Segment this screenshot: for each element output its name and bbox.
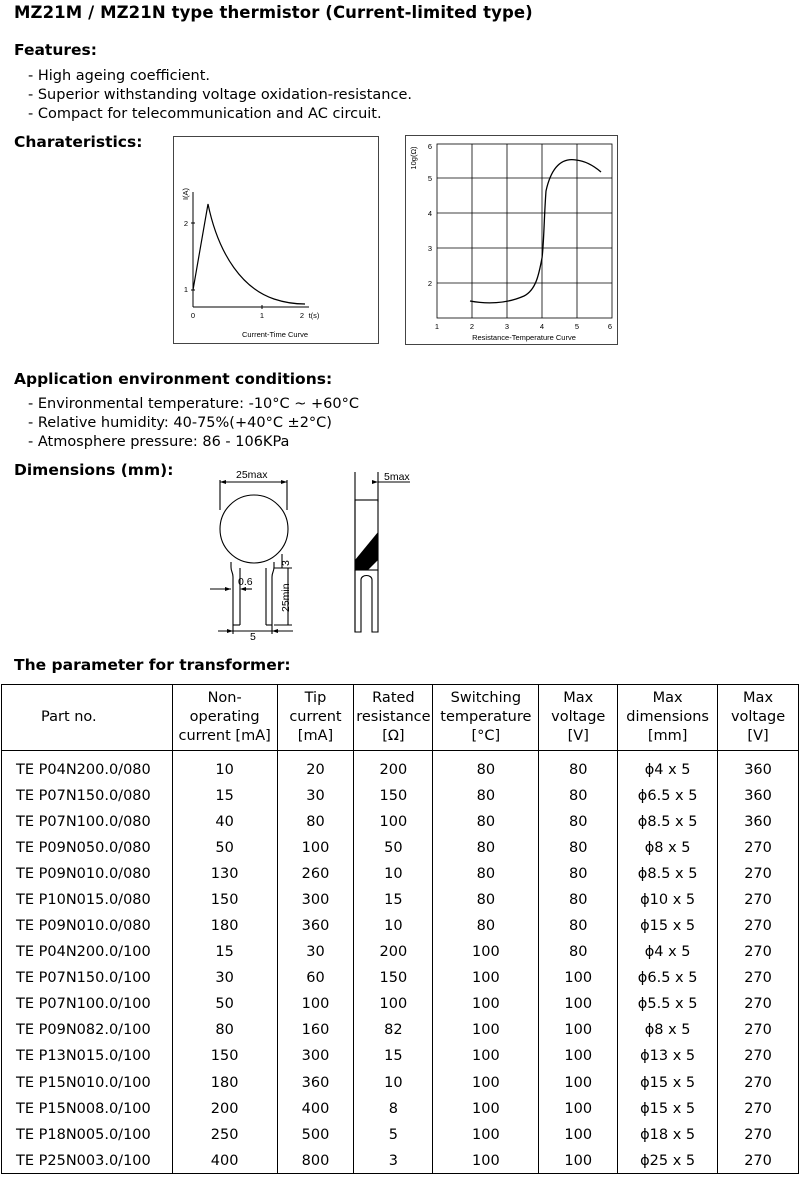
table-row <box>2 1070 799 1096</box>
table-cell: 200 <box>354 939 433 965</box>
x-tick-label: 6 <box>607 322 613 331</box>
column-header <box>433 685 539 751</box>
table-cell: 100 <box>433 939 539 965</box>
table-cell: 8 <box>354 1096 433 1122</box>
table-row <box>2 861 799 887</box>
header-line: Part no. <box>41 709 97 725</box>
table-cell: 80 <box>433 751 539 783</box>
table-cell: 360 <box>277 913 354 939</box>
table-cell: 150 <box>354 965 433 991</box>
table-cell: 360 <box>277 1070 354 1096</box>
part-number-cell: TE P09N010.0/080 <box>2 913 173 939</box>
table-cell: 30 <box>277 783 354 809</box>
characteristics-heading: Charateristics: <box>14 133 143 151</box>
parameter-table <box>1 684 799 1174</box>
table-cell: 50 <box>172 991 277 1017</box>
feature-item: - High ageing coefficient. <box>28 68 211 84</box>
table-cell: 80 <box>433 783 539 809</box>
table-row <box>2 835 799 861</box>
table-cell: 100 <box>539 991 618 1017</box>
table-body <box>2 751 799 1174</box>
header-line: Max voltage [V] <box>730 690 786 744</box>
table-cell: 100 <box>539 1043 618 1069</box>
dimensions-heading: Dimensions (mm): <box>14 461 174 479</box>
table-row <box>2 751 799 783</box>
x-tick-label: 4 <box>539 322 545 331</box>
table-cell: 100 <box>539 1096 618 1122</box>
x-tick-label: 2 <box>469 322 475 331</box>
table-cell: 270 <box>718 1122 799 1148</box>
table-cell: 100 <box>539 965 618 991</box>
table-cell: 10 <box>354 861 433 887</box>
table-cell: ϕ8 x 5 <box>618 835 718 861</box>
table-cell: ϕ15 x 5 <box>618 1070 718 1096</box>
dimensions-drawing <box>200 462 440 642</box>
column-header <box>277 685 354 751</box>
table-cell: 80 <box>539 751 618 783</box>
part-number-cell: TE P07N150.0/100 <box>2 965 173 991</box>
table-cell: 100 <box>433 1122 539 1148</box>
x-axis-label: t(s) <box>308 311 320 320</box>
table-cell: 270 <box>718 991 799 1017</box>
x-tick-label: 5 <box>574 322 580 331</box>
table-cell: 80 <box>433 913 539 939</box>
y-axis-label: I(A) <box>181 187 190 201</box>
table-cell: 100 <box>539 1148 618 1174</box>
table-cell: 160 <box>277 1017 354 1043</box>
table-cell: ϕ5.5 x 5 <box>618 991 718 1017</box>
header-line: Tip current [mA] <box>289 690 342 744</box>
resistance-curve <box>470 160 601 303</box>
table-cell: 100 <box>354 809 433 835</box>
part-number-cell: TE P04N200.0/100 <box>2 939 173 965</box>
table-cell: 100 <box>539 1122 618 1148</box>
application-list <box>28 395 359 452</box>
figure-caption: Current-Time Curve <box>242 330 308 339</box>
table-cell: 40 <box>172 809 277 835</box>
table-cell: 360 <box>718 809 799 835</box>
part-number-cell: TE P25N003.0/100 <box>2 1148 173 1174</box>
part-number-cell: TE P07N150.0/080 <box>2 783 173 809</box>
table-cell: 270 <box>718 939 799 965</box>
table-cell: 60 <box>277 965 354 991</box>
table-cell: 80 <box>539 861 618 887</box>
table-cell: 15 <box>172 783 277 809</box>
table-cell: 80 <box>539 835 618 861</box>
table-cell: ϕ13 x 5 <box>618 1043 718 1069</box>
header-line: Non- operating current [mA] <box>178 690 271 744</box>
table-cell: 100 <box>433 1148 539 1174</box>
y-tick-label: 4 <box>427 209 433 218</box>
current-time-figure <box>173 136 379 344</box>
table-cell: 80 <box>172 1017 277 1043</box>
application-item: - Atmosphere pressure: 86 - 106KPa <box>28 434 290 450</box>
table-cell: 300 <box>277 887 354 913</box>
table-cell: 15 <box>354 887 433 913</box>
part-number-cell: TE P13N015.0/100 <box>2 1043 173 1069</box>
features-heading: Features: <box>14 41 97 59</box>
feature-item: - Compact for telecommunication and AC circuit. <box>28 106 382 122</box>
table-row <box>2 887 799 913</box>
table-cell: ϕ10 x 5 <box>618 887 718 913</box>
x-tick-label: 1 <box>434 322 440 331</box>
table-row <box>2 991 799 1017</box>
table-cell: 800 <box>277 1148 354 1174</box>
table-row <box>2 939 799 965</box>
table-cell: 80 <box>539 783 618 809</box>
y-tick-label: 5 <box>427 174 433 183</box>
x-tick-label: 1 <box>259 311 265 320</box>
application-item: - Environmental temperature: -10°C ~ +60°C <box>28 396 359 412</box>
table-header-row <box>2 685 799 751</box>
table-cell: ϕ18 x 5 <box>618 1122 718 1148</box>
table-cell: 100 <box>277 991 354 1017</box>
table-cell: 80 <box>539 809 618 835</box>
table-cell: ϕ6.5 x 5 <box>618 965 718 991</box>
x-tick-label: 3 <box>504 322 510 331</box>
header-line: Rated resistance [Ω] <box>356 690 431 744</box>
y-tick-label: 2 <box>183 219 189 228</box>
table-cell: ϕ4 x 5 <box>618 939 718 965</box>
application-heading: Application environment conditions: <box>14 370 333 388</box>
table-cell: 270 <box>718 861 799 887</box>
y-tick-label: 2 <box>427 279 433 288</box>
table-cell: 82 <box>354 1017 433 1043</box>
table-cell: 150 <box>172 887 277 913</box>
table-cell: 250 <box>172 1122 277 1148</box>
table-cell: 100 <box>433 1017 539 1043</box>
feature-item: - Superior withstanding voltage oxidation-resistance. <box>28 87 412 103</box>
column-header <box>354 685 433 751</box>
table-cell: 150 <box>354 783 433 809</box>
figure-caption: Resistance-Temperature Curve <box>472 333 576 342</box>
x-tick-label: 2 <box>299 311 305 320</box>
table-cell: 15 <box>172 939 277 965</box>
column-header <box>718 685 799 751</box>
table-cell: 400 <box>172 1148 277 1174</box>
table-cell: 270 <box>718 887 799 913</box>
table-row <box>2 1122 799 1148</box>
table-cell: ϕ8.5 x 5 <box>618 809 718 835</box>
x-tick-label: 0 <box>190 311 196 320</box>
table-row <box>2 1043 799 1069</box>
y-tick-label: 3 <box>427 244 433 253</box>
table-cell: 100 <box>539 1070 618 1096</box>
table-cell: 80 <box>539 913 618 939</box>
column-header <box>2 685 173 751</box>
table-cell: 10 <box>172 751 277 783</box>
part-number-cell: TE P09N050.0/080 <box>2 835 173 861</box>
table-row <box>2 783 799 809</box>
table-cell: 100 <box>433 1070 539 1096</box>
current-curve <box>193 204 305 304</box>
table-cell: 100 <box>277 835 354 861</box>
page-title: MZ21M / MZ21N type thermistor (Current-limited type) <box>14 3 533 22</box>
table-cell: 30 <box>172 965 277 991</box>
table-cell: 80 <box>433 835 539 861</box>
table-row <box>2 809 799 835</box>
part-number-cell: TE P07N100.0/080 <box>2 809 173 835</box>
table-cell: 270 <box>718 1148 799 1174</box>
table-cell: 80 <box>433 809 539 835</box>
table-cell: 100 <box>354 991 433 1017</box>
part-number-cell: TE P04N200.0/080 <box>2 751 173 783</box>
thickness-label: 5max <box>384 471 410 483</box>
lead-length-label: 25min <box>280 583 292 612</box>
table-cell: 130 <box>172 861 277 887</box>
table-cell: 100 <box>433 1043 539 1069</box>
part-number-cell: TE P15N008.0/100 <box>2 1096 173 1122</box>
table-cell: 270 <box>718 1043 799 1069</box>
part-number-cell: TE P10N015.0/080 <box>2 887 173 913</box>
table-cell: 50 <box>172 835 277 861</box>
table-cell: 270 <box>718 1096 799 1122</box>
table-heading: The parameter for transformer: <box>14 656 291 674</box>
table-cell: 100 <box>539 1017 618 1043</box>
column-header <box>618 685 718 751</box>
lead-spacing-label: 5 <box>250 631 256 642</box>
table-cell: 80 <box>433 861 539 887</box>
table-cell: 270 <box>718 913 799 939</box>
features-list <box>28 67 412 124</box>
y-tick-label: 6 <box>427 142 433 151</box>
table-cell: 80 <box>433 887 539 913</box>
table-cell: 5 <box>354 1122 433 1148</box>
table-cell: 100 <box>433 965 539 991</box>
table-row <box>2 913 799 939</box>
header-line: Max dimensions [mm] <box>626 690 709 744</box>
table-cell: 10 <box>354 1070 433 1096</box>
table-cell: 100 <box>433 991 539 1017</box>
table-cell: 500 <box>277 1122 354 1148</box>
table-cell: 270 <box>718 1070 799 1096</box>
table-cell: 150 <box>172 1043 277 1069</box>
table-cell: 200 <box>354 751 433 783</box>
disc-width-label: 25max <box>236 469 268 481</box>
header-line: Max voltage [V] <box>551 690 606 744</box>
table-row <box>2 1148 799 1174</box>
table-cell: 80 <box>539 887 618 913</box>
table-cell: 20 <box>277 751 354 783</box>
table-cell: 400 <box>277 1096 354 1122</box>
table-cell: ϕ8 x 5 <box>618 1017 718 1043</box>
table-cell: 200 <box>172 1096 277 1122</box>
table-row <box>2 965 799 991</box>
small-gap-label: 3 <box>280 560 292 566</box>
table-cell: 10 <box>354 913 433 939</box>
table-cell: ϕ4 x 5 <box>618 751 718 783</box>
table-cell: ϕ15 x 5 <box>618 1096 718 1122</box>
resistance-temperature-figure <box>405 135 618 345</box>
part-number-cell: TE P07N100.0/100 <box>2 991 173 1017</box>
part-number-cell: TE P15N010.0/100 <box>2 1070 173 1096</box>
table-cell: 270 <box>718 835 799 861</box>
table-cell: ϕ25 x 5 <box>618 1148 718 1174</box>
table-cell: 270 <box>718 965 799 991</box>
plot-grid <box>437 144 612 318</box>
table-cell: 100 <box>433 1096 539 1122</box>
table-cell: 360 <box>718 783 799 809</box>
part-number-cell: TE P09N082.0/100 <box>2 1017 173 1043</box>
table-cell: 80 <box>539 939 618 965</box>
application-item: - Relative humidity: 40-75%(+40°C ±2°C) <box>28 415 332 431</box>
table-cell: ϕ8.5 x 5 <box>618 861 718 887</box>
table-cell: ϕ15 x 5 <box>618 913 718 939</box>
table-cell: 180 <box>172 1070 277 1096</box>
table-row <box>2 1017 799 1043</box>
table-cell: 270 <box>718 1017 799 1043</box>
table-cell: 300 <box>277 1043 354 1069</box>
table-cell: 3 <box>354 1148 433 1174</box>
table-cell: 15 <box>354 1043 433 1069</box>
table-cell: 30 <box>277 939 354 965</box>
table-cell: 80 <box>277 809 354 835</box>
table-cell: 50 <box>354 835 433 861</box>
table-cell: 360 <box>718 751 799 783</box>
y-axis-label: 10g(Ω) <box>409 146 418 170</box>
table-cell: 260 <box>277 861 354 887</box>
table-cell: ϕ6.5 x 5 <box>618 783 718 809</box>
table-cell: 180 <box>172 913 277 939</box>
lead-diameter-label: 0.6 <box>238 576 253 588</box>
header-line: Switching temperature [°C] <box>440 690 532 744</box>
part-number-cell: TE P18N005.0/100 <box>2 1122 173 1148</box>
y-tick-label: 1 <box>183 285 189 294</box>
column-header <box>539 685 618 751</box>
column-header <box>172 685 277 751</box>
table-row <box>2 1096 799 1122</box>
part-number-cell: TE P09N010.0/080 <box>2 861 173 887</box>
